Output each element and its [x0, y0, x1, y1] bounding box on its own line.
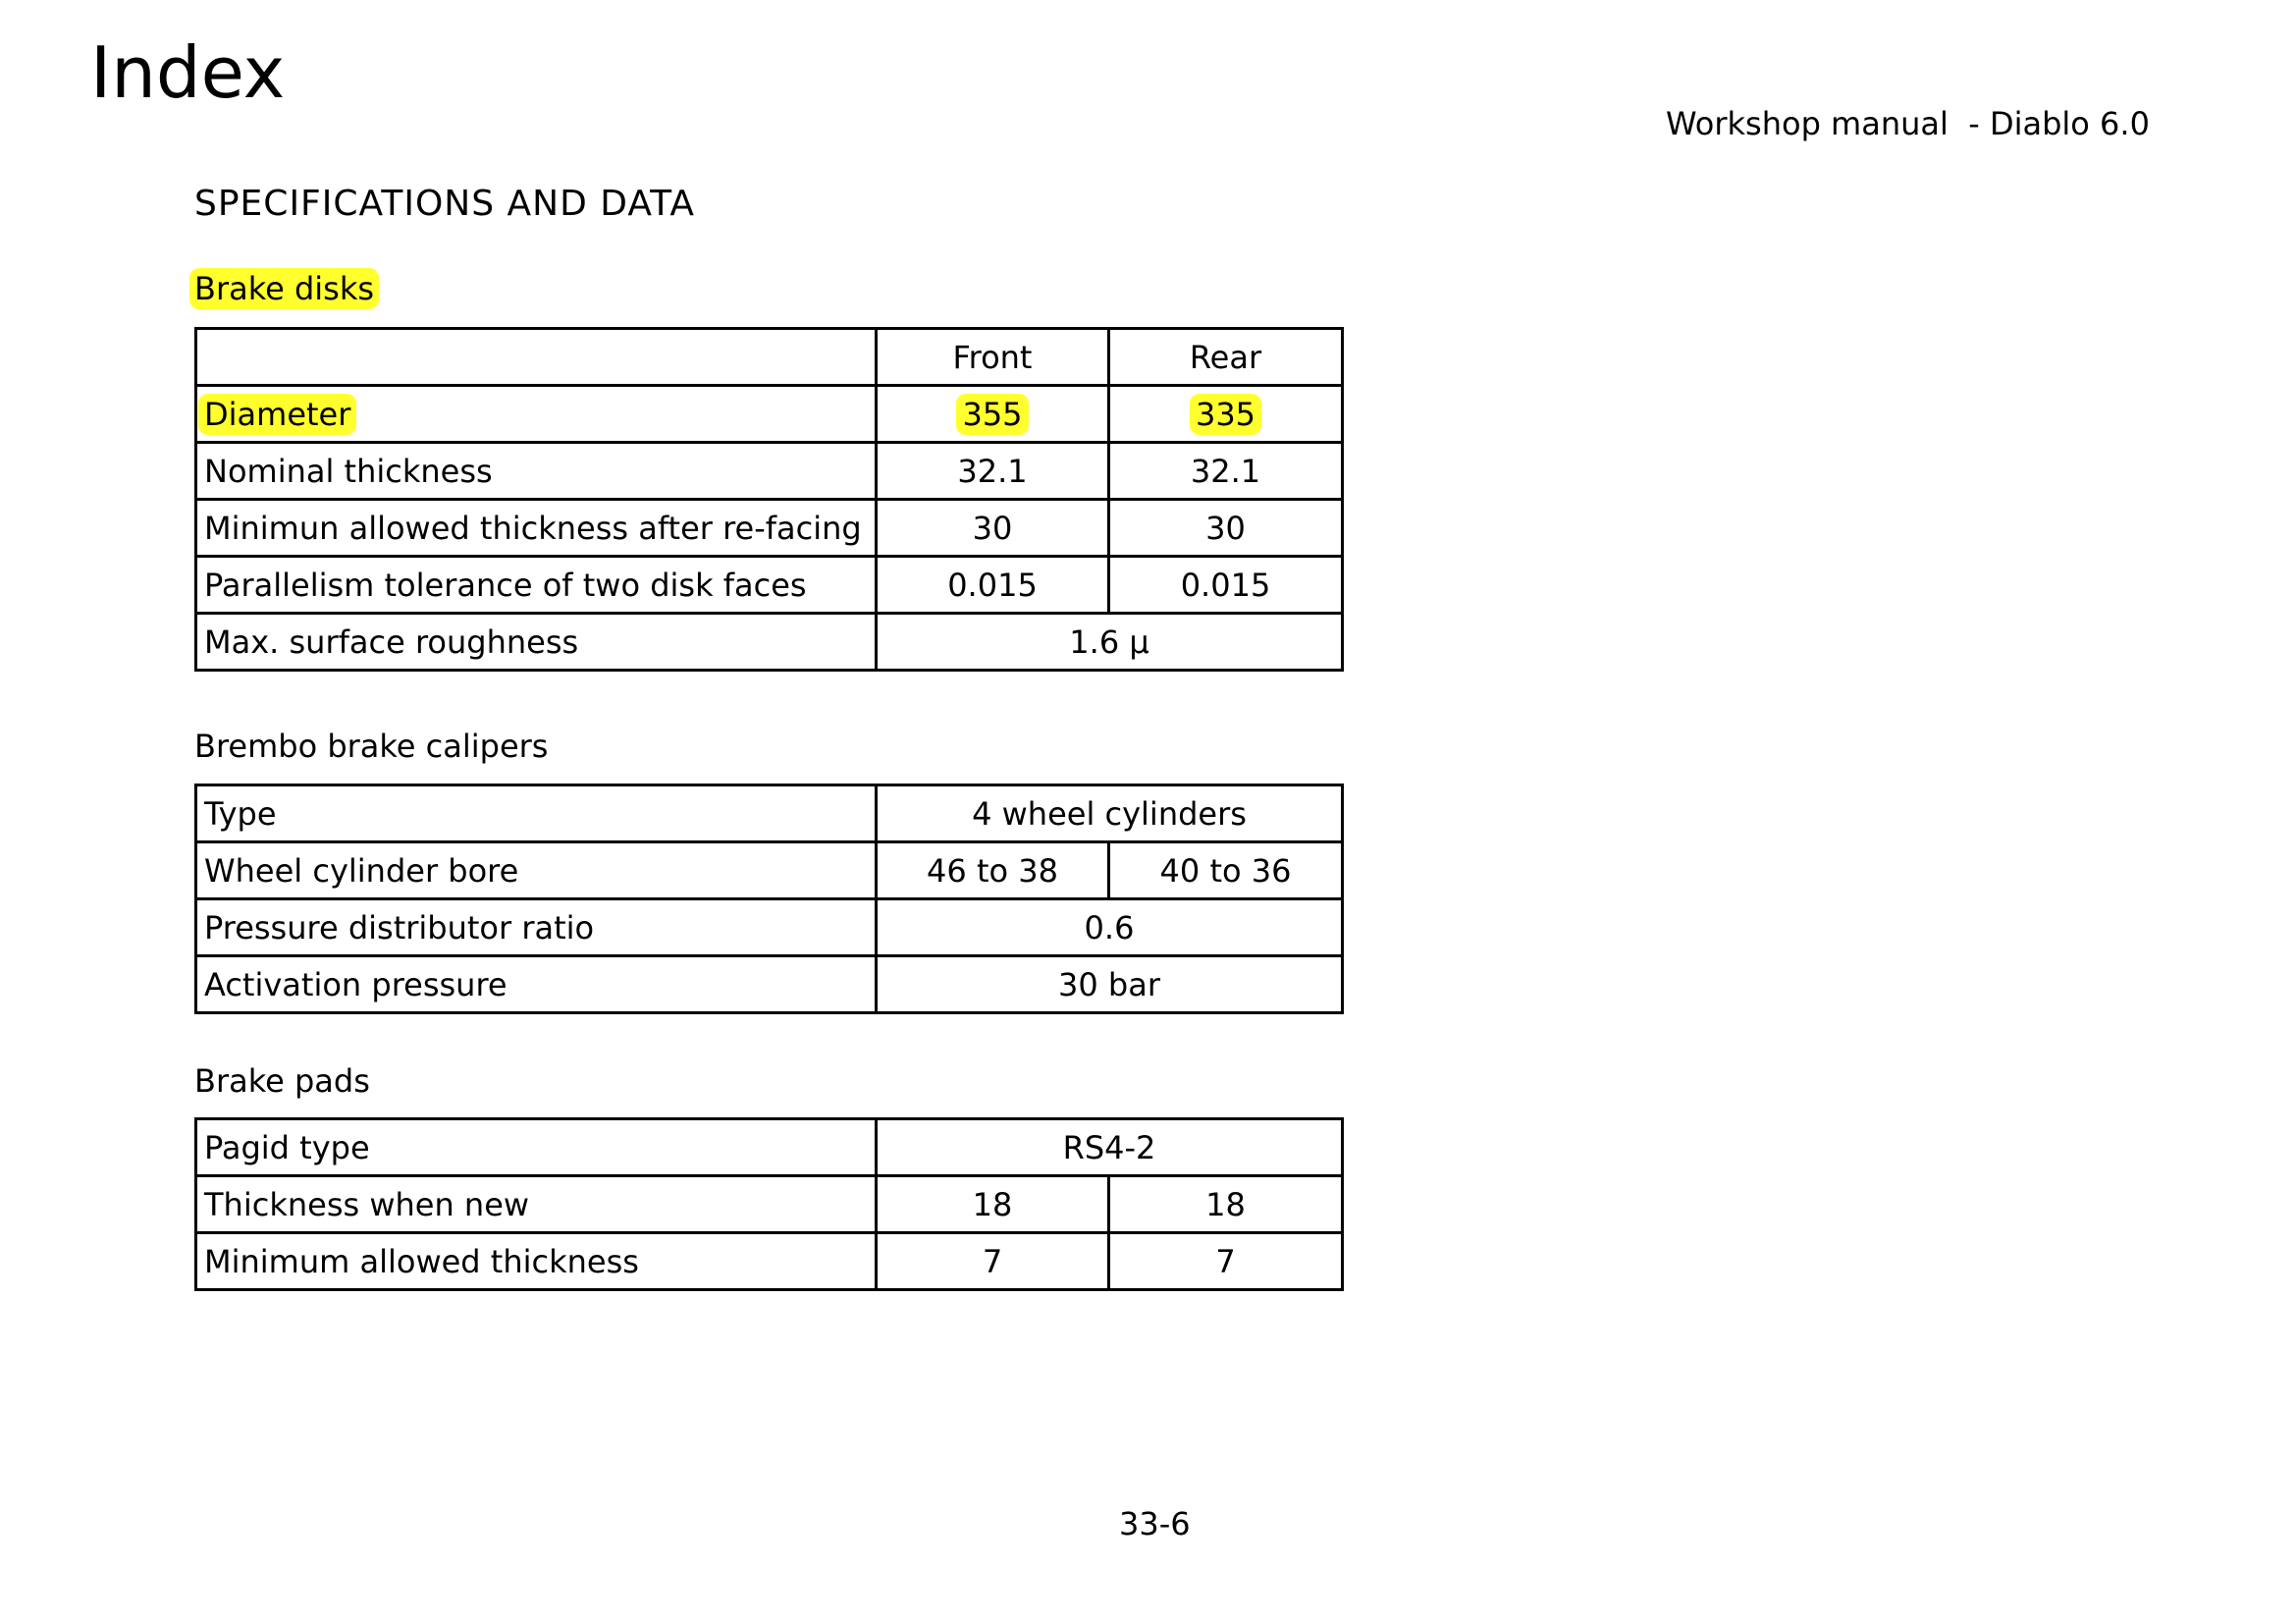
value-combined: 4 wheel cylinders	[877, 785, 1343, 842]
section-title: SPECIFICATIONS AND DATA	[194, 184, 695, 224]
page-title: Index	[90, 31, 286, 114]
diameter-front	[877, 386, 1109, 443]
manual-header: Workshop manual - Diablo 6.0	[1666, 105, 2150, 142]
pads-title: Brake pads	[194, 1062, 370, 1100]
table-header-empty	[196, 329, 877, 386]
value-combined: 30 bar	[877, 956, 1343, 1013]
column-header-rear: Rear	[1109, 329, 1343, 386]
row-label: Type	[196, 785, 877, 842]
calipers-table	[194, 784, 1344, 1014]
table-row	[196, 842, 1343, 899]
table-row	[196, 386, 1343, 443]
row-label: Activation pressure	[196, 956, 877, 1013]
table-row	[196, 1176, 1343, 1233]
row-label: Parallelism tolerance of two disk faces	[196, 557, 877, 614]
page-number: 33-6	[1119, 1505, 1191, 1542]
value-combined: 0.6	[877, 899, 1343, 956]
row-label: Pagid type	[196, 1119, 877, 1176]
diameter-rear	[1109, 386, 1343, 443]
value-front: 0.015	[877, 557, 1109, 614]
table-row	[196, 1119, 1343, 1176]
table-row	[196, 1233, 1343, 1290]
row-label: Max. surface roughness	[196, 614, 877, 671]
column-header-front: Front	[877, 329, 1109, 386]
value-combined: 1.6 μ	[877, 614, 1343, 671]
value-front: 7	[877, 1233, 1109, 1290]
diameter-label-highlight: Diameter	[198, 394, 356, 435]
value-rear: 18	[1109, 1176, 1343, 1233]
table-row	[196, 899, 1343, 956]
pads-table	[194, 1117, 1344, 1291]
value-front: 32.1	[877, 443, 1109, 500]
table-row	[196, 785, 1343, 842]
brake-disks-table	[194, 327, 1344, 672]
row-label-diameter	[196, 386, 877, 443]
table-row	[196, 443, 1343, 500]
calipers-title: Brembo brake calipers	[194, 728, 549, 765]
brake-disks-title-highlight: Brake disks	[189, 268, 379, 309]
table-row	[196, 557, 1343, 614]
row-label: Minimum allowed thickness	[196, 1233, 877, 1290]
value-front: 18	[877, 1176, 1109, 1233]
value-rear: 30	[1109, 500, 1343, 557]
table-row	[196, 500, 1343, 557]
row-label: Minimun allowed thickness after re-facing	[196, 500, 877, 557]
value-combined: RS4-2	[877, 1119, 1343, 1176]
table-row	[196, 614, 1343, 671]
row-label: Pressure distributor ratio	[196, 899, 877, 956]
table-header-row	[196, 329, 1343, 386]
value-rear: 0.015	[1109, 557, 1343, 614]
value-rear: 32.1	[1109, 443, 1343, 500]
table-row	[196, 956, 1343, 1013]
row-label: Thickness when new	[196, 1176, 877, 1233]
value-front: 46 to 38	[877, 842, 1109, 899]
value-rear: 7	[1109, 1233, 1343, 1290]
value-rear: 40 to 36	[1109, 842, 1343, 899]
diameter-rear-highlight: 335	[1190, 394, 1261, 435]
value-front: 30	[877, 500, 1109, 557]
brake-disks-title	[194, 270, 379, 307]
row-label: Nominal thickness	[196, 443, 877, 500]
row-label: Wheel cylinder bore	[196, 842, 877, 899]
diameter-front-highlight: 355	[956, 394, 1028, 435]
